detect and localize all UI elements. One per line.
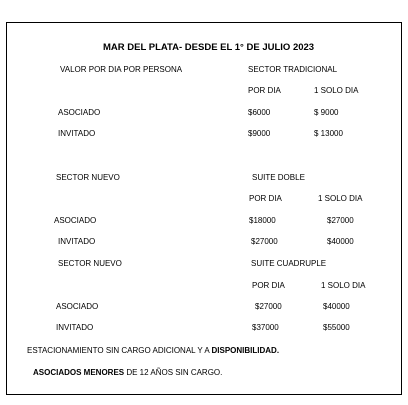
section2-row-value: $18000 [249, 216, 276, 225]
section3-right-header: SUITE CUADRUPLE [251, 259, 327, 268]
section2-row-value: $40000 [327, 237, 354, 246]
section3-row-value: $27000 [255, 302, 282, 311]
minors-note-text: DE 12 AÑOS SIN CARGO. [124, 368, 223, 377]
section2-col1-header: POR DIA [249, 194, 282, 203]
section1-row-label: INVITADO [58, 129, 96, 138]
section3-row-value: $37000 [252, 323, 279, 332]
section1-row-value: $ 13000 [314, 129, 343, 138]
section2-row-value: $27000 [251, 237, 278, 246]
section1-row-label: ASOCIADO [58, 108, 101, 117]
parking-note-text: ESTACIONAMIENTO SIN CARGO ADICIONAL Y A [27, 346, 212, 355]
section1-col2-header: 1 SOLO DIA [314, 86, 359, 95]
minors-note [33, 368, 222, 378]
section2-right-header: SUITE DOBLE [252, 173, 305, 182]
parking-note-bold: DISPONIBILIDAD. [211, 346, 280, 355]
section1-row-value: $ 9000 [314, 108, 339, 117]
section3-row-value: $55000 [323, 323, 350, 332]
section3-row-label: INVITADO [56, 323, 94, 332]
section1-left-header: VALOR POR DIA POR PERSONA [60, 65, 183, 74]
section1-row-value: $9000 [248, 129, 271, 138]
section2-row-label: ASOCIADO [54, 216, 97, 225]
parking-note [27, 346, 279, 356]
section3-col1-header: POR DIA [252, 281, 285, 290]
section3-row-value: $40000 [323, 302, 350, 311]
page-title: MAR DEL PLATA- DESDE EL 1° DE JULIO 2023 [103, 42, 315, 53]
section3-col2-header: 1 SOLO DIA [321, 281, 366, 290]
section1-row-value: $6000 [248, 108, 271, 117]
section2-row-label: INVITADO [58, 237, 96, 246]
section1-col1-header: POR DIA [248, 86, 281, 95]
section3-row-label: ASOCIADO [56, 302, 99, 311]
section1-right-header: SECTOR TRADICIONAL [248, 65, 338, 74]
section2-left-header: SECTOR NUEVO [56, 173, 120, 182]
minors-note-bold: ASOCIADOS MENORES [33, 368, 125, 377]
section3-left-header: SECTOR NUEVO [58, 259, 122, 268]
document-frame [6, 22, 402, 395]
section2-row-value: $27000 [327, 216, 354, 225]
section2-col2-header: 1 SOLO DIA [318, 194, 363, 203]
